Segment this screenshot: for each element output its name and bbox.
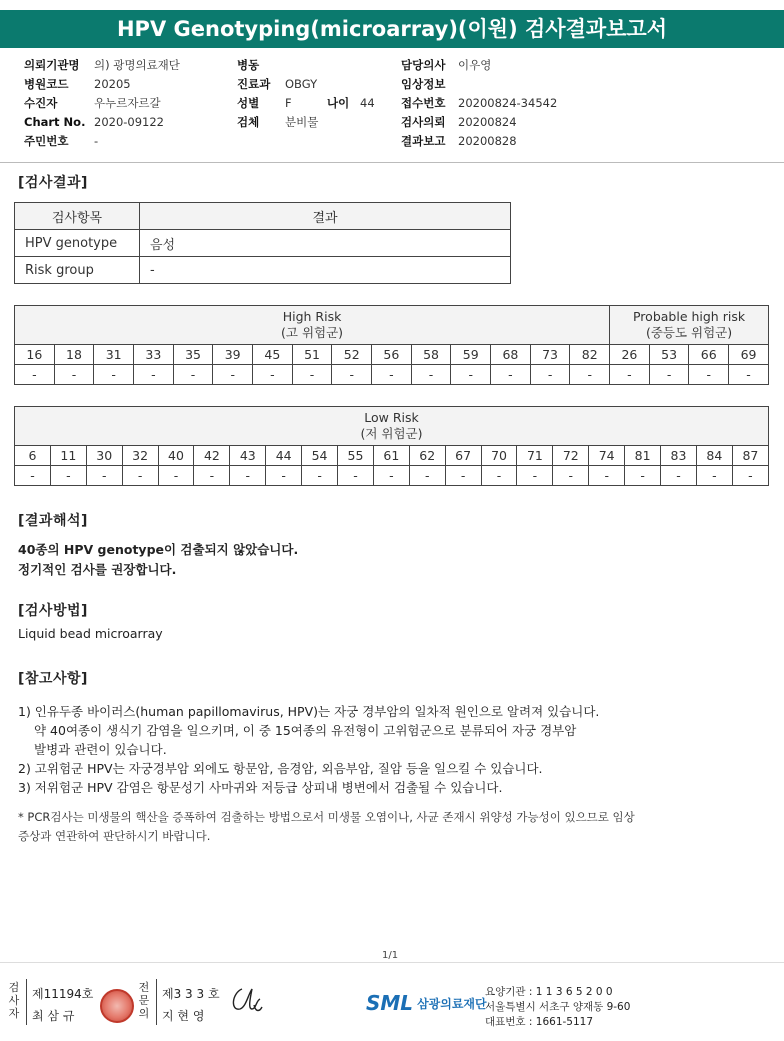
genotype-result-cell: - (15, 365, 55, 385)
section-title-interpretation: [결과해석] (18, 513, 88, 529)
logo-name: 삼광의료재단 (417, 996, 487, 1011)
report-date-value: 20200828 (458, 134, 517, 148)
department-value: OBGY (285, 77, 318, 91)
receipt-no-value: 20200824-34542 (458, 96, 558, 110)
genotype-cell: 43 (230, 446, 266, 466)
reference-item-continued: 발병과 관련이 있습니다. (34, 742, 167, 757)
genotype-result-cell: - (625, 466, 661, 486)
test-item-cell: HPV genotype (15, 230, 140, 257)
test-result-cell: 음성 (140, 230, 511, 257)
field-label: 의뢰기관명 (24, 58, 80, 72)
institution-value: 의) 광명의료재단 (94, 58, 180, 72)
genotype-cell: 35 (173, 345, 213, 365)
report-title: HPV Genotyping(microarray)(이원) 검사결과보고서 (0, 10, 784, 48)
genotype-result-cell: - (50, 466, 86, 486)
genotype-cell: 18 (54, 345, 94, 365)
genotype-cell: 33 (134, 345, 174, 365)
column-header: 검사항목 (15, 203, 140, 230)
specimen-value: 분비물 (285, 115, 319, 129)
reference-item: 1) 인유두종 바이러스(human papillomavirus, HPV)는 자궁 경부암의 일차적 원인으로 알려져 있습니다. (18, 704, 600, 719)
genotype-result-cell: - (530, 365, 570, 385)
genotype-row (15, 446, 769, 466)
genotype-result-cell: - (570, 365, 610, 385)
section-title-result: [검사결과] (18, 175, 88, 191)
genotype-result-cell: - (661, 466, 697, 486)
genotype-cell: 44 (266, 446, 302, 466)
genotype-result-cell: - (173, 365, 213, 385)
genotype-cell: 66 (689, 345, 729, 365)
high-risk-label: High Risk (282, 309, 342, 324)
genotype-cell: 73 (530, 345, 570, 365)
table-row (15, 230, 511, 257)
genotype-cell: 45 (253, 345, 293, 365)
test-item-cell: Risk group (15, 257, 140, 284)
table-row (15, 257, 511, 284)
seal-stamp-icon (100, 989, 134, 1023)
genotype-result-cell: - (732, 466, 768, 486)
genotype-cell: 32 (122, 446, 158, 466)
genotype-result-cell: - (553, 466, 589, 486)
genotype-result-cell: - (445, 466, 481, 486)
genotype-result-cell: - (94, 365, 134, 385)
examiner-license-no: 제11194호 (32, 987, 94, 1001)
age-value: 44 (360, 96, 375, 110)
genotype-result-cell: - (610, 365, 650, 385)
genotype-result-cell: - (134, 365, 174, 385)
genotype-cell: 81 (625, 446, 661, 466)
specialist-name: 지 현 영 (162, 1009, 205, 1023)
field-label: 검체 (237, 115, 260, 129)
field-label: 주민번호 (24, 134, 69, 148)
genotype-cell: 72 (553, 446, 589, 466)
genotype-cell: 68 (491, 345, 531, 365)
genotype-cell: 69 (729, 345, 769, 365)
field-label: 나이 (327, 96, 350, 110)
genotype-result-cell: - (15, 466, 51, 486)
footer (0, 962, 784, 1041)
genotype-cell: 54 (302, 446, 338, 466)
probable-high-risk-header (610, 306, 769, 345)
logo-mark: SML (366, 991, 414, 1015)
address: 서울특별시 서초구 양재동 9-60 (485, 1001, 631, 1013)
field-label: 병원코드 (24, 77, 69, 91)
genotype-result-cell: - (517, 466, 553, 486)
genotype-cell: 53 (649, 345, 689, 365)
note-line: * PCR검사는 미생물의 핵산을 증폭하여 검출하는 방법으로서 미생물 오염이나, 사균 존재시 위양성 가능성이 있으므로 임상 (18, 810, 635, 824)
genotype-cell: 6 (15, 446, 51, 466)
examiner-name: 최 삼 규 (32, 1009, 75, 1023)
genotype-result-cell: - (689, 365, 729, 385)
genotype-result-cell: - (491, 365, 531, 385)
signature-box (4, 977, 268, 1025)
genotype-result-cell: - (86, 466, 122, 486)
genotype-result-cell: - (266, 466, 302, 486)
genotype-cell: 40 (158, 446, 194, 466)
genotype-result-cell: - (122, 466, 158, 486)
genotype-cell: 26 (610, 345, 650, 365)
genotype-cell: 59 (451, 345, 491, 365)
patient-name-value: 우누르자르갈 (94, 96, 161, 110)
reference-item: 2) 고위험군 HPV는 자궁경부암 외에도 항문암, 음경암, 외음부암, 질암 등을 일으킬 수 있습니다. (18, 761, 543, 776)
genotype-cell: 70 (481, 446, 517, 466)
low-risk-header (15, 407, 769, 446)
signature-icon (226, 983, 264, 1019)
field-label: 담당의사 (401, 58, 446, 72)
high-risk-header (15, 306, 610, 345)
genotype-cell: 82 (570, 345, 610, 365)
genotype-result-row (15, 466, 769, 486)
contact-info (485, 985, 630, 1030)
field-label: 검사의뢰 (401, 115, 446, 129)
genotype-cell: 71 (517, 446, 553, 466)
genotype-cell: 52 (332, 345, 372, 365)
doctor-value: 이우영 (458, 58, 492, 72)
reference-item: 3) 저위험군 HPV 감염은 항문성기 사마귀와 저등급 상피내 병변에서 검출될 수 있습니다. (18, 780, 503, 795)
genotype-result-cell: - (158, 466, 194, 486)
section-title-reference: [참고사항] (18, 671, 88, 687)
sex-value: F (285, 96, 292, 110)
request-date-value: 20200824 (458, 115, 517, 129)
genotype-cell: 11 (50, 446, 86, 466)
reference-list (18, 702, 599, 797)
genotype-result-cell: - (451, 365, 491, 385)
genotype-cell: 51 (292, 345, 332, 365)
genotype-cell: 31 (94, 345, 134, 365)
genotype-cell: 62 (409, 446, 445, 466)
method-text: Liquid bead microarray (18, 626, 163, 641)
genotype-result-cell: - (411, 365, 451, 385)
genotype-result-cell: - (292, 365, 332, 385)
genotype-cell: 30 (86, 446, 122, 466)
low-risk-label-ko: (저 위험군) (360, 426, 423, 441)
genotype-result-cell: - (194, 466, 230, 486)
genotype-result-cell: - (230, 466, 266, 486)
genotype-result-cell: - (696, 466, 732, 486)
genotype-result-cell: - (332, 365, 372, 385)
field-label: 접수번호 (401, 96, 446, 110)
genotype-result-cell: - (338, 466, 374, 486)
section-title-method: [검사방법] (18, 603, 88, 619)
field-label: 결과보고 (401, 134, 446, 148)
interpretation-text (18, 540, 298, 580)
hospital-code-value: 20205 (94, 77, 131, 91)
genotype-result-cell: - (253, 365, 293, 385)
genotype-cell: 39 (213, 345, 253, 365)
genotype-cell: 74 (589, 446, 625, 466)
chart-no-value: 2020-09122 (94, 115, 164, 129)
genotype-result-row (15, 365, 769, 385)
high-risk-genotype-table (14, 305, 769, 385)
genotype-row (15, 345, 769, 365)
pcr-note (18, 808, 635, 846)
genotype-cell: 16 (15, 345, 55, 365)
genotype-result-cell: - (372, 365, 412, 385)
specialist-label: 전문의 (138, 981, 150, 1020)
field-label: 병동 (237, 58, 260, 72)
note-line: 증상과 연관하여 판단하시기 바랍니다. (18, 829, 211, 843)
genotype-cell: 55 (338, 446, 374, 466)
sml-logo (366, 985, 487, 1021)
column-header: 결과 (140, 203, 511, 230)
genotype-cell: 87 (732, 446, 768, 466)
genotype-cell: 42 (194, 446, 230, 466)
phone-number: 대표번호 : 1661-5117 (485, 1016, 594, 1028)
field-label: 진료과 (237, 77, 271, 91)
genotype-cell: 58 (411, 345, 451, 365)
patient-info-column-1 (24, 56, 180, 151)
divider (26, 979, 27, 1025)
test-result-cell: - (140, 257, 511, 284)
institution-code: 요양기관 : 1 1 3 6 5 2 0 0 (485, 986, 613, 998)
genotype-result-cell: - (302, 466, 338, 486)
interpretation-line: 정기적인 검사를 권장합니다. (18, 562, 177, 577)
resident-no-value: - (94, 134, 99, 148)
genotype-result-cell: - (649, 365, 689, 385)
specialist-license-no: 제3 3 3 호 (162, 987, 220, 1001)
genotype-result-cell: - (589, 466, 625, 486)
genotype-cell: 67 (445, 446, 481, 466)
page-number: 1/1 (382, 950, 399, 961)
genotype-result-cell: - (373, 466, 409, 486)
genotype-cell: 84 (696, 446, 732, 466)
patient-info-column-2 (237, 56, 375, 132)
genotype-result-cell: - (409, 466, 445, 486)
probable-high-risk-label-ko: (중등도 위험군) (645, 325, 733, 340)
genotype-result-cell: - (213, 365, 253, 385)
genotype-result-cell: - (729, 365, 769, 385)
examiner-label: 검사자 (8, 981, 20, 1020)
divider (156, 979, 157, 1025)
genotype-result-cell: - (481, 466, 517, 486)
genotype-cell: 83 (661, 446, 697, 466)
genotype-result-cell: - (54, 365, 94, 385)
genotype-cell: 61 (373, 446, 409, 466)
high-risk-label-ko: (고 위험군) (281, 325, 344, 340)
patient-info-column-3 (401, 56, 557, 151)
field-label: 수진자 (24, 96, 58, 110)
genotype-cell: 56 (372, 345, 412, 365)
result-table (14, 202, 511, 284)
interpretation-line: 40종의 HPV genotype이 검출되지 않았습니다. (18, 542, 299, 557)
field-label: 임상정보 (401, 77, 446, 91)
field-label: 성별 (237, 96, 260, 110)
field-label: Chart No. (24, 115, 86, 129)
reference-item-continued: 약 40여종이 생식기 감염을 일으키며, 이 중 15여종의 유전형이 고위험군으로 분류되어 자궁 경부암 (34, 723, 577, 738)
probable-high-risk-label: Probable high risk (632, 309, 746, 324)
low-risk-genotype-table (14, 406, 769, 486)
divider (0, 162, 784, 163)
low-risk-label: Low Risk (364, 410, 419, 425)
